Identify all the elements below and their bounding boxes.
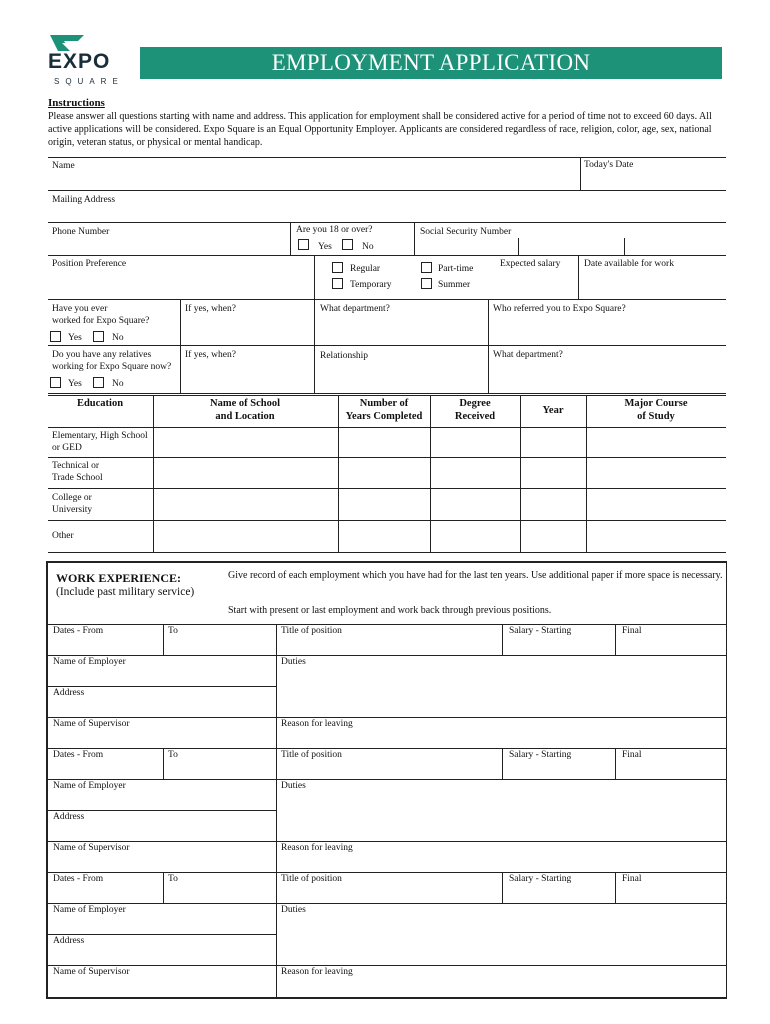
dates-to-label: To xyxy=(168,750,178,760)
supervisor-label: Name of Supervisor xyxy=(53,719,130,729)
school-header-line1: Name of School xyxy=(210,398,280,409)
relationship-label: Relationship xyxy=(320,351,369,361)
employer-entry-2[interactable] xyxy=(49,749,725,871)
duties-label: Duties xyxy=(281,781,306,791)
employer-name-label: Name of Employer xyxy=(53,657,126,667)
worked-no-checkbox[interactable] xyxy=(93,331,104,342)
ssn-label: Social Security Number xyxy=(420,227,512,237)
dates-from-label: Dates - From xyxy=(53,626,104,636)
relatives-when-label: If yes, when? xyxy=(185,350,236,360)
position-title-label: Title of position xyxy=(281,874,342,884)
position-title-label: Title of position xyxy=(281,626,342,636)
worked-yes-checkbox[interactable] xyxy=(50,331,61,342)
edu-row-label-2: Trade School xyxy=(52,473,103,483)
employer-name-label: Name of Employer xyxy=(53,781,126,791)
employer-address-label: Address xyxy=(53,936,85,946)
regular-label: Regular xyxy=(350,264,381,274)
worked-yes-label: Yes xyxy=(68,333,82,343)
employer-entry-3[interactable] xyxy=(49,873,725,996)
todays-date-field[interactable] xyxy=(581,158,725,189)
title-banner xyxy=(140,47,722,79)
employer-address-label: Address xyxy=(53,812,85,822)
phone-label: Phone Number xyxy=(52,227,110,237)
logo-subtitle: SQUARE xyxy=(54,77,124,86)
regular-checkbox[interactable] xyxy=(332,262,343,273)
work-experience-heading: WORK EXPERIENCE: xyxy=(56,571,182,585)
dates-to-label: To xyxy=(168,626,178,636)
relatives-department-label: What department? xyxy=(493,350,563,360)
summer-checkbox[interactable] xyxy=(421,278,432,289)
page-title: EMPLOYMENT APPLICATION xyxy=(271,50,591,75)
temporary-checkbox[interactable] xyxy=(332,278,343,289)
logo-wordmark: EXPO xyxy=(48,50,111,73)
edu-row-label: Other xyxy=(52,531,74,541)
edu-row-label: Technical or xyxy=(52,461,100,471)
todays-date-label: Today's Date xyxy=(584,160,634,170)
reason-leaving-label: Reason for leaving xyxy=(281,843,353,853)
reason-leaving-label: Reason for leaving xyxy=(281,967,353,977)
date-available-field[interactable] xyxy=(579,256,725,298)
major-header-line2: of Study xyxy=(637,411,675,422)
work-experience-subheading: (Include past military service) xyxy=(56,586,195,598)
dates-to-label: To xyxy=(168,874,178,884)
edu-row-label-2: or GED xyxy=(52,443,82,453)
relatives-yes-label: Yes xyxy=(68,379,82,389)
age-yes-label: Yes xyxy=(318,242,332,252)
employer-address-label: Address xyxy=(53,688,85,698)
part-time-label: Part-time xyxy=(438,264,474,274)
position-preference-label: Position Preference xyxy=(52,259,127,269)
employer-name-label: Name of Employer xyxy=(53,905,126,915)
mailing-address-field[interactable] xyxy=(49,191,725,221)
work-experience-description: Give record of each employment which you have had for the last ten years. Use additional paper if more space is necessary. xyxy=(228,570,723,581)
supervisor-label: Name of Supervisor xyxy=(53,843,130,853)
edu-row-label-2: University xyxy=(52,505,93,515)
mailing-address-label: Mailing Address xyxy=(52,195,116,205)
worked-before-label-line2: worked for Expo Square? xyxy=(52,316,150,326)
name-field[interactable] xyxy=(49,158,579,189)
salary-starting-label: Salary - Starting xyxy=(509,874,572,884)
dates-from-label: Dates - From xyxy=(53,750,104,760)
salary-starting-label: Salary - Starting xyxy=(509,626,572,636)
year-header: Year xyxy=(542,405,564,416)
employer-entry-1[interactable] xyxy=(49,625,725,747)
age-no-label: No xyxy=(362,242,374,252)
major-header-line1: Major Course xyxy=(624,398,688,409)
phone-field[interactable] xyxy=(49,223,289,254)
age-yes-checkbox[interactable] xyxy=(298,239,309,250)
relatives-yes-checkbox[interactable] xyxy=(50,377,61,388)
expected-salary-label: Expected salary xyxy=(500,259,561,269)
worked-no-label: No xyxy=(112,333,124,343)
relatives-label-line2: working for Expo Square now? xyxy=(52,362,172,372)
worked-when-label: If yes, when? xyxy=(185,304,236,314)
worked-before-label-line1: Have you ever xyxy=(52,304,108,314)
years-header-line1: Number of xyxy=(359,398,409,409)
supervisor-label: Name of Supervisor xyxy=(53,967,130,977)
instructions-text: Please answer all questions starting with name and address. This application for employment shall be considered active for a period of time not to exceed 60 days. All active applications will be considered. Expo Square is an Equal Opportunity Employer. Applicants are considered regardless of race, religion, color, age, sex, national origin, veteran status, or physical or mental handicap. xyxy=(48,111,712,148)
instructions-heading: Instructions xyxy=(48,97,105,109)
age-no-checkbox[interactable] xyxy=(342,239,353,250)
position-title-label: Title of position xyxy=(281,750,342,760)
salary-final-label: Final xyxy=(622,626,642,636)
salary-starting-label: Salary - Starting xyxy=(509,750,572,760)
reason-leaving-label: Reason for leaving xyxy=(281,719,353,729)
date-available-label: Date available for work xyxy=(584,259,674,269)
degree-header-line1: Degree xyxy=(459,398,491,409)
ssn-field[interactable] xyxy=(415,223,725,254)
education-header: Education xyxy=(76,398,124,409)
relatives-no-label: No xyxy=(112,379,124,389)
school-header-line2: and Location xyxy=(215,411,275,422)
salary-final-label: Final xyxy=(622,874,642,884)
part-time-checkbox[interactable] xyxy=(421,262,432,273)
temporary-label: Temporary xyxy=(350,280,392,290)
dates-from-label: Dates - From xyxy=(53,874,104,884)
duties-label: Duties xyxy=(281,905,306,915)
edu-row-label: Elementary, High School xyxy=(52,431,148,441)
worked-department-label: What department? xyxy=(320,304,390,314)
name-label: Name xyxy=(52,161,75,171)
education-entry-area[interactable] xyxy=(154,428,725,551)
degree-header-line2: Received xyxy=(454,411,496,422)
duties-label: Duties xyxy=(281,657,306,667)
summer-label: Summer xyxy=(438,280,471,290)
years-header-line2: Years Completed xyxy=(345,411,423,422)
edu-row-label: College or xyxy=(52,493,92,503)
salary-final-label: Final xyxy=(622,750,642,760)
relatives-label-line1: Do you have any relatives xyxy=(52,350,152,360)
relatives-no-checkbox[interactable] xyxy=(93,377,104,388)
expo-square-logo xyxy=(44,33,126,91)
who-referred-label: Who referred you to Expo Square? xyxy=(493,304,626,314)
age-question-label: Are you 18 or over? xyxy=(296,225,373,235)
work-experience-description-2: Start with present or last employment and work back through previous positions. xyxy=(228,605,552,616)
